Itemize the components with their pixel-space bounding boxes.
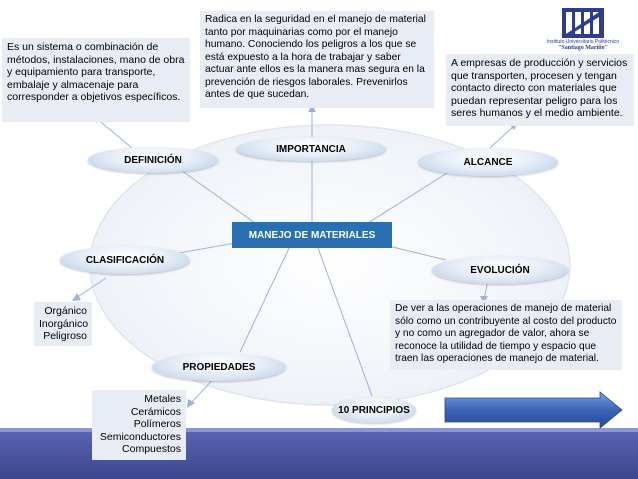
central-node: MANEJO DE MATERIALES xyxy=(232,222,392,248)
node-importancia: IMPORTANCIA xyxy=(236,137,386,161)
node-clasificacion: CLASIFICACIÓN xyxy=(60,246,190,274)
importancia-text: Radica en la seguridad en el manejo de material tanto por maquinarias como por el manejo humano. Conociendo los peligros a los que se está expuesto a la hora de trabajar y saber actuar ante ellos es la manera mas segura en la prevención de riesgos laborales. Prevenirlos antes de que sucedan. xyxy=(200,11,434,108)
node-propiedades: PROPIEDADES xyxy=(152,353,286,381)
list-item: Semiconductores xyxy=(99,430,181,443)
list-item: Polímeros xyxy=(133,418,181,430)
alcance-text: A empresas de producción y servicios que transporten, procesen y tengan contacto directo con materiales que puedan representar peligro para los seres humanos y el medio ambiente. xyxy=(446,54,634,126)
list-item: Metales xyxy=(144,393,181,405)
evolucion-text: De ver a las operaciones de manejo de material sólo como un contribuyente al costo del producto y no como un agregador de valor, ahora se reconoce la utilidad de tiempo y espacio que traen las operaciones de manejo de material. xyxy=(390,300,622,370)
list-item: Inorgánico xyxy=(39,317,89,330)
propiedades-list xyxy=(92,390,186,460)
logo-line-2: "Santiago Mariño" xyxy=(558,45,608,51)
node-definicion: DEFINICIÓN xyxy=(88,147,218,173)
logo-line-1: Instituto Universitario Politécnico xyxy=(546,39,620,45)
progress-arrow xyxy=(445,392,622,428)
definicion-text: Es un sistema o combinación de métodos, instalaciones, mano de obra y equipamiento para transporte, embalaje y almacenaje para corresponder a objetivos específicos. xyxy=(2,38,190,122)
node-evolucion: EVOLUCIÓN xyxy=(432,256,568,284)
list-item: Cerámicos xyxy=(130,405,181,418)
list-item: Peligroso xyxy=(43,330,87,342)
list-item: Orgánico xyxy=(44,305,87,317)
list-item: Compuestos xyxy=(122,443,181,455)
clasificacion-list xyxy=(34,302,92,346)
node-10-principios: 10 PRINCIPIOS xyxy=(332,397,416,423)
node-alcance: ALCANCE xyxy=(418,148,558,176)
institution-logo xyxy=(538,8,628,52)
